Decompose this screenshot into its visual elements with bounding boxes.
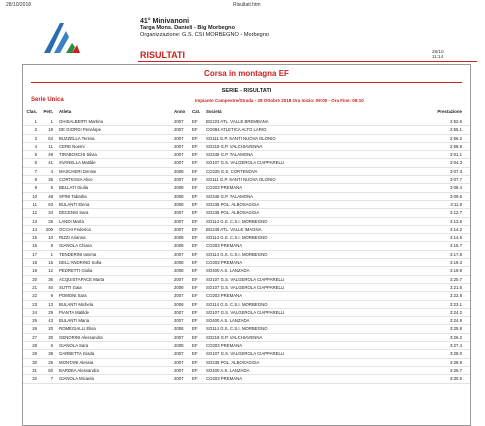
cell-anno: 2007 <box>174 359 184 365</box>
cell-pos: 20 <box>32 276 37 282</box>
cell-atleta: BELLATI Giulia <box>59 185 89 191</box>
cell-societa: SO111 G.P. SANTI NUOVA OLONIO <box>206 177 276 183</box>
cell-anno: 2007 <box>174 210 184 216</box>
cell-pett: 20 <box>48 326 53 332</box>
cell-pos: 24 <box>32 309 37 315</box>
title-block <box>140 18 269 39</box>
cell-anno: 2007 <box>174 119 184 124</box>
cell-anno: 2008 <box>174 168 184 174</box>
cell-pos: 30 <box>32 359 37 365</box>
cell-anno: 2007 <box>174 276 184 282</box>
cell-cat: EF <box>192 284 198 290</box>
cell-societa: SO107 G.S. VALGEROLA CIAPPARELLI <box>206 284 285 290</box>
cell-pett: 50 <box>48 367 53 373</box>
cell-atleta: SUTTI Gaia <box>59 284 82 290</box>
cell-pett: 41 <box>48 160 53 166</box>
cell-prestazione: 3:26.2 <box>450 334 462 340</box>
table-row <box>23 135 470 143</box>
cell-pos: 25 <box>32 318 37 324</box>
cell-pett: 1 <box>50 251 53 257</box>
cell-atleta: GHISALBERTI Martina <box>59 119 103 124</box>
cell-prestazione: 3:22.8 <box>450 293 462 299</box>
cell-pos: 19 <box>32 268 37 274</box>
cell-pos: 5 <box>34 152 37 158</box>
table-row <box>23 259 470 267</box>
cell-pett: 4 <box>50 168 53 174</box>
table-row <box>23 118 470 126</box>
col-pett: Pett. <box>43 109 53 114</box>
cell-prestazione: 2:58.6 <box>450 143 462 149</box>
cell-anno: 2008 <box>174 185 184 191</box>
cell-anno: 2007 <box>174 127 184 133</box>
cell-cat: EF <box>192 160 198 166</box>
cell-societa: CO203 PREMANA <box>206 243 243 249</box>
trophy-title: Targa Mons. Danieli - Big Morbegno <box>140 25 235 31</box>
cell-atleta: GIANOLA Chiara <box>59 243 92 249</box>
cell-atleta: GIANOLA Sara <box>59 343 89 349</box>
cell-atleta: GENORINI Alessandra <box>59 334 103 340</box>
cell-anno: 2008 <box>174 201 184 207</box>
cell-prestazione: 3:07.7 <box>450 177 462 183</box>
cell-prestazione: 3:28.0 <box>450 351 462 357</box>
cell-societa: CO203 PREMANA <box>206 343 243 349</box>
cell-cat: EF <box>192 210 198 216</box>
organizer-logo <box>42 17 82 57</box>
cell-prestazione: 3:14.2 <box>450 226 462 232</box>
cell-atleta: CERE Noemi <box>59 143 85 149</box>
cell-anno: 2008 <box>174 268 184 274</box>
cell-atleta: CORTESSA Alice <box>59 177 93 183</box>
cell-prestazione: 3:19.9 <box>450 268 462 274</box>
table-row <box>23 350 470 358</box>
cell-anno: 2008 <box>174 235 184 241</box>
cell-pett: 43 <box>48 318 53 324</box>
cell-prestazione: 2:56.2 <box>450 135 462 141</box>
cell-societa: SO346 G.P. TALAMONA <box>206 152 254 158</box>
table-header <box>23 109 470 117</box>
table-row <box>23 359 470 367</box>
cell-societa: SO107 G.S. VALGEROLA CIAPPARELLI <box>206 160 285 166</box>
event-divider <box>31 82 462 83</box>
cell-pos: 4 <box>34 143 37 149</box>
cell-prestazione: 3:13.6 <box>450 218 462 224</box>
cell-prestazione: 3:11.8 <box>450 201 462 207</box>
cell-pos: 2 <box>34 127 37 133</box>
cell-cat: EF <box>192 243 198 249</box>
cell-prestazione: 3:01.1 <box>450 152 462 158</box>
results-frame <box>22 64 471 426</box>
cell-pett: 35 <box>48 177 53 183</box>
cell-societa: SO235 POL. ALBOSAGGIA <box>206 201 260 207</box>
cell-prestazione: 3:14.6 <box>450 235 462 241</box>
table-row <box>23 218 470 226</box>
cell-pos: 13 <box>32 218 37 224</box>
cell-anno: 2007 <box>174 218 184 224</box>
cell-cat: EF <box>192 359 198 365</box>
cell-prestazione: 2:55.1 <box>450 127 462 133</box>
print-datetime <box>432 49 444 60</box>
cell-pett: 49 <box>48 152 53 158</box>
cell-pett: 6 <box>50 343 53 349</box>
cell-cat: EF <box>192 376 198 382</box>
cell-societa: CO203 PREMANA <box>206 260 243 266</box>
cell-atleta: POMONI Sara <box>59 293 87 299</box>
cell-pett: 11 <box>48 143 53 149</box>
cell-prestazione: 3:21.5 <box>450 284 462 290</box>
cell-pos: 22 <box>32 293 37 299</box>
cell-societa: SO400 A.S. LANZADA <box>206 268 250 274</box>
table-row <box>23 226 470 234</box>
table-row <box>23 201 470 209</box>
cell-cat: EF <box>192 343 198 349</box>
cell-cat: EF <box>192 218 198 224</box>
cell-prestazione: 3:15.7 <box>450 243 462 249</box>
cell-anno: 2008 <box>174 326 184 332</box>
table-row <box>23 159 470 167</box>
cell-atleta: BULANTI Michela <box>59 301 94 307</box>
cell-prestazione: 3:20.7 <box>450 276 462 282</box>
cell-pos: 31 <box>32 367 37 373</box>
cell-prestazione: 3:04.3 <box>450 160 462 166</box>
cell-anno: 2007 <box>174 226 184 232</box>
cell-societa: SO219 G.P. VALCHIAVENNA <box>206 143 263 149</box>
cell-pos: 32 <box>32 376 37 382</box>
table-row <box>23 284 470 292</box>
cell-cat: EF <box>192 309 198 315</box>
table-row <box>23 301 470 309</box>
cell-cat: EF <box>192 235 198 241</box>
col-societa: Società <box>206 109 222 114</box>
cell-atleta: BULANTI Elena <box>59 201 90 207</box>
cell-cat: EF <box>192 201 198 207</box>
event-title: Corsa in montagna EF <box>204 69 289 78</box>
cell-atleta: BARDEA Alessandra <box>59 367 99 373</box>
cell-societa: CO203 PREMANA <box>206 376 243 382</box>
cell-pett: 1 <box>50 119 53 124</box>
table-row <box>23 242 470 250</box>
cell-atleta: ACQUISTAPACE Marta <box>59 276 105 282</box>
cell-pett: 25 <box>48 359 53 365</box>
cell-cat: EF <box>192 177 198 183</box>
results-title: RISULTATI <box>140 50 185 60</box>
cell-societa: SO114 G.S. C.S.I. MORBEGNO <box>206 326 268 332</box>
cell-cat: EF <box>192 251 198 257</box>
cell-cat: EF <box>192 301 198 307</box>
cell-atleta: PEDRETTI Giulia <box>59 268 93 274</box>
cell-cat: EF <box>192 276 198 282</box>
table-row <box>23 325 470 333</box>
venue-info: Impianto Campestre/Strada - 28 Ottobre 2018 Ora Inizio: 09:00 - Ora Fine: 09:10 <box>195 98 364 103</box>
cell-cat: EF <box>192 334 198 340</box>
cell-prestazione: 3:24.2 <box>450 309 462 315</box>
cell-pett: 15 <box>48 260 53 266</box>
cell-atleta: SVANELLA Matilde <box>59 160 96 166</box>
cell-pos: 29 <box>32 351 37 357</box>
cell-atleta: BUZZELLA Teresa <box>59 135 95 141</box>
cell-societa: SO111 G.P. SANTI NUOVA OLONIO <box>206 135 276 141</box>
cell-cat: EF <box>192 135 198 141</box>
cell-cat: EF <box>192 127 198 133</box>
cell-pos: 18 <box>32 260 37 266</box>
cell-pett: 13 <box>48 301 53 307</box>
cell-anno: 2008 <box>174 343 184 349</box>
table-row <box>23 126 470 134</box>
header-divider <box>138 61 477 62</box>
table-row <box>23 143 470 151</box>
cell-anno: 2008 <box>174 260 184 266</box>
cell-pos: 26 <box>32 326 37 332</box>
cell-cat: EF <box>192 168 198 174</box>
cell-pos: 27 <box>32 334 37 340</box>
cell-atleta: TENDERINI Ianima <box>59 251 97 257</box>
cell-cat: EF <box>192 351 198 357</box>
cell-pett: 38 <box>48 351 53 357</box>
cell-pett: 200 <box>45 226 53 232</box>
table-row <box>23 209 470 217</box>
cell-anno: 2007 <box>174 143 184 149</box>
cell-anno: 2007 <box>174 293 184 299</box>
cell-pos: 6 <box>34 160 37 166</box>
cell-anno: 2007 <box>174 334 184 340</box>
cell-pos: 3 <box>34 135 37 141</box>
serie-title: SERIE - RISULTATI <box>221 88 272 94</box>
cell-cat: EF <box>192 326 198 332</box>
cell-anno: 2007 <box>174 135 184 141</box>
print-title: Risultati.htm <box>233 2 261 8</box>
cell-prestazione: 3:29.7 <box>450 367 462 373</box>
cell-prestazione: 3:30.5 <box>450 376 462 382</box>
cell-cat: EF <box>192 143 198 149</box>
cell-atleta: DE GIORGI Penelope <box>59 127 102 133</box>
cell-atleta: ROMEGIALLI Elisa <box>59 326 96 332</box>
cell-pos: 7 <box>34 168 37 174</box>
cell-anno: 2007 <box>174 152 184 158</box>
cell-atleta: PIANTA Matilde <box>59 309 90 315</box>
cell-pos: 28 <box>32 343 37 349</box>
cell-atleta: BULANTI Maria <box>59 318 90 324</box>
cell-pett: 25 <box>48 218 53 224</box>
cell-societa: CO203 PREMANA <box>206 293 243 299</box>
table-row <box>23 367 470 375</box>
table-row <box>23 342 470 350</box>
cell-atleta: MONTANI Alessia <box>59 359 94 365</box>
cell-anno: 2007 <box>174 309 184 315</box>
cell-anno: 2008 <box>174 193 184 199</box>
table-row <box>23 334 470 342</box>
cell-societa: CO203 PREMANA <box>206 185 243 191</box>
cell-societa: CO225 G.S. CORTENOVA <box>206 168 258 174</box>
cell-prestazione: 3:19.3 <box>450 260 462 266</box>
cell-societa: SO235 POL. ALBOSAGGIA <box>206 210 260 216</box>
edition-title: 41° Minivanoni <box>140 18 190 25</box>
table-row <box>23 317 470 325</box>
cell-pett: 12 <box>48 268 53 274</box>
cell-anno: 2007 <box>174 367 184 373</box>
cell-anno: 2007 <box>174 351 184 357</box>
cell-atleta: SPINI Tabatha <box>59 193 87 199</box>
cell-atleta: TIRABOSCHI Silvia <box>59 152 97 158</box>
cell-pett: 40 <box>48 284 53 290</box>
print-date-short: 28/10 <box>432 49 444 54</box>
cell-anno: 2007 <box>174 177 184 183</box>
cell-prestazione: 3:25.8 <box>450 326 462 332</box>
table-row <box>23 267 470 275</box>
cell-cat: EF <box>192 293 198 299</box>
cell-societa: SO114 G.S. C.S.I. MORBEGNO <box>206 218 268 224</box>
cell-pett: 10 <box>48 235 53 241</box>
cell-pos: 10 <box>32 193 37 199</box>
cell-pett: 7 <box>50 376 53 382</box>
cell-prestazione: 3:08.4 <box>450 185 462 191</box>
cell-pos: 11 <box>32 201 37 207</box>
cell-societa: SO107 G.S. VALGEROLA CIAPPARELLI <box>206 351 285 357</box>
cell-cat: EF <box>192 119 198 124</box>
cell-pos: 16 <box>32 243 37 249</box>
cell-prestazione: 3:07.3 <box>450 168 462 174</box>
cell-pett: 36 <box>48 276 53 282</box>
cell-societa: SO346 G.P. TALAMONA <box>206 193 254 199</box>
cell-anno: 2008 <box>174 301 184 307</box>
cell-societa: SO114 G.S. C.S.I. MORBEGNO <box>206 301 268 307</box>
table-row <box>23 176 470 184</box>
cell-societa: SO235 POL. ALBOSAGGIA <box>206 359 260 365</box>
cell-societa: SO114 G.S. C.S.I. MORBEGNO <box>206 251 268 257</box>
cell-atleta: DECENSI Sara <box>59 210 89 216</box>
cell-prestazione: 3:17.8 <box>450 251 462 257</box>
cell-anno: 2007 <box>174 318 184 324</box>
cell-anno: 2008 <box>174 243 184 249</box>
col-atleta: Atleta <box>59 109 72 114</box>
cell-prestazione: 2:52.6 <box>450 119 462 124</box>
col-cat: Cat. <box>192 109 201 114</box>
cell-societa: SO400 A.S. LANZADA <box>206 318 250 324</box>
cell-pett: 5 <box>50 185 53 191</box>
table-row <box>23 251 470 259</box>
cell-atleta: GARBETTA Giada <box>59 351 95 357</box>
cell-atleta: OCCHI Federica <box>59 226 91 232</box>
col-prestazione: Prestazione <box>437 109 462 114</box>
cell-cat: EF <box>192 318 198 324</box>
cell-cat: EF <box>192 185 198 191</box>
col-pos: Clas. <box>26 109 37 114</box>
table-row <box>23 309 470 317</box>
cell-societa: SO219 G.P. VALCHIAVENNA <box>206 334 263 340</box>
cell-societa: SO107 G.S. VALGEROLA CIAPPARELLI <box>206 309 285 315</box>
cell-pos: 1 <box>34 119 37 124</box>
cell-cat: EF <box>192 193 198 199</box>
cell-societa: SO107 G.S. VALGEROLA CIAPPARELLI <box>206 276 285 282</box>
cell-prestazione: 3:12.7 <box>450 210 462 216</box>
cell-societa: BG249 ATL. VALLE IMAGNA <box>206 226 262 232</box>
col-anno: Anno <box>174 109 186 114</box>
table-row <box>23 276 470 284</box>
cell-anno: 2008 <box>174 284 184 290</box>
cell-societa: CO084 ATLETICA ALTO LARIO <box>206 127 267 133</box>
table-row <box>23 234 470 242</box>
cell-pos: 9 <box>34 185 37 191</box>
cell-pett: 30 <box>48 334 53 340</box>
cell-atleta: GIANOLA Micaela <box>59 376 94 382</box>
cell-prestazione: 3:28.9 <box>450 359 462 365</box>
cell-prestazione: 3:09.6 <box>450 193 462 199</box>
cell-pett: 19 <box>48 127 53 133</box>
cell-cat: EF <box>192 367 198 373</box>
cell-pett: 34 <box>48 210 53 216</box>
cell-pett: 63 <box>48 201 53 207</box>
table-row <box>23 151 470 159</box>
print-time: 11:14 <box>432 54 444 60</box>
cell-pos: 8 <box>34 177 37 183</box>
cell-cat: EF <box>192 268 198 274</box>
cell-pett: 29 <box>48 309 53 315</box>
cell-pos: 23 <box>32 301 37 307</box>
cell-prestazione: 3:27.4 <box>450 343 462 349</box>
cell-anno: 2007 <box>174 251 184 257</box>
cell-pett: 54 <box>48 135 53 141</box>
cell-societa: BG223 ATL. VALLE BREMBANA <box>206 119 269 124</box>
table-row <box>23 292 470 300</box>
table-row <box>23 193 470 201</box>
cell-pos: 12 <box>32 210 37 216</box>
cell-pett: 48 <box>48 193 53 199</box>
cell-pos: 15 <box>32 235 37 241</box>
cell-pett: 8 <box>50 243 53 249</box>
cell-atleta: MASCHERI Denise <box>59 168 97 174</box>
cell-cat: EF <box>192 260 198 266</box>
table-row <box>23 184 470 192</box>
table-row <box>23 375 470 383</box>
cell-prestazione: 3:23.1 <box>450 301 462 307</box>
cell-pos: 14 <box>32 226 37 232</box>
cell-cat: EF <box>192 152 198 158</box>
organizer-text: Organizzazione: G.S. CSI MORBEGNO - Morbegno <box>140 32 270 38</box>
cell-pos: 21 <box>32 284 37 290</box>
table-row <box>23 168 470 176</box>
cell-pos: 17 <box>32 251 37 257</box>
print-date: 28/10/2018 <box>6 2 32 8</box>
cell-prestazione: 3:24.9 <box>450 318 462 324</box>
cell-societa: SO400 A.S. LANZADA <box>206 367 250 373</box>
cell-cat: EF <box>192 226 198 232</box>
cell-anno: 2007 <box>174 376 184 382</box>
cell-atleta: DELL'ANDRINO Sofia <box>59 260 102 266</box>
cell-societa: SO114 G.S. C.S.I. MORBEGNO <box>206 235 268 241</box>
results-table <box>23 118 470 384</box>
cell-anno: 2007 <box>174 160 184 166</box>
cell-atleta: RIZZI Arianna <box>59 235 86 241</box>
cell-pett: 9 <box>50 293 53 299</box>
cell-atleta: LANDI Marta <box>59 218 84 224</box>
serie-label: Serie Unica <box>31 97 64 103</box>
